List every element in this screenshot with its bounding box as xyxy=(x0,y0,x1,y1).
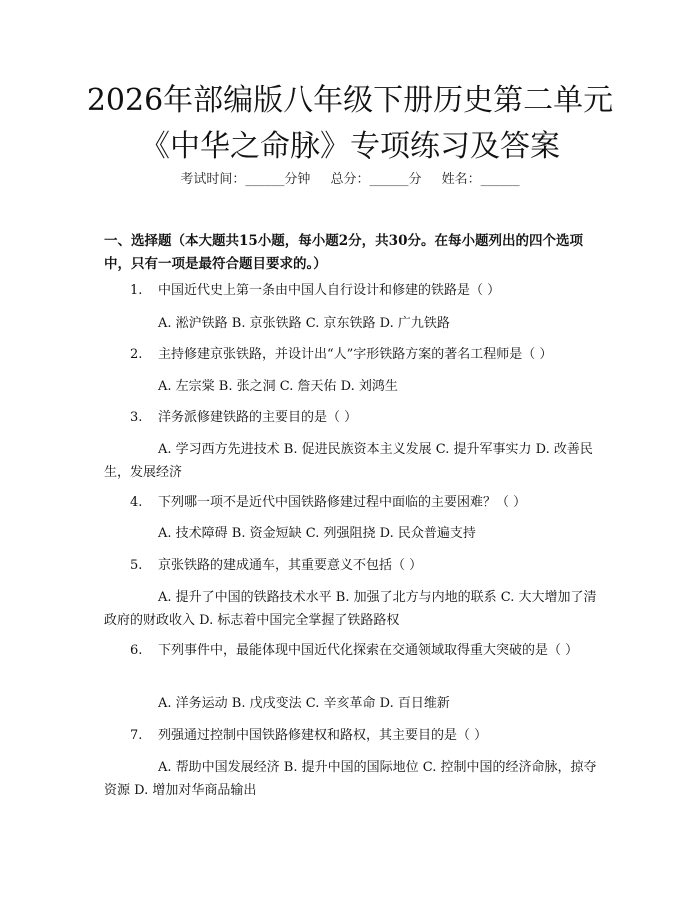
question-number: 2. xyxy=(130,347,143,362)
question-number: 7. xyxy=(130,728,143,743)
student-name: 姓名：______ xyxy=(441,172,520,187)
question-number: 1. xyxy=(130,283,143,298)
question-text: 下列事件中，最能体现中国近代化探索在交通领域取得重大突破的是（ ） xyxy=(158,643,579,658)
question-number: 5. xyxy=(130,558,143,573)
question-5 xyxy=(104,554,600,577)
question-2-options: A. 左宗棠 B. 张之洞 C. 詹天佑 D. 刘鸿生 xyxy=(158,379,398,394)
question-number: 4. xyxy=(130,495,143,510)
question-3-options: A. 学习西方先进技术 B. 促进民族资本主义发展 C. 提升军事实力 D. 改善民生，发展经济 xyxy=(104,442,593,480)
question-1-options: A. 淞沪铁路 B. 京张铁路 C. 京东铁路 D. 广九铁路 xyxy=(158,316,450,331)
page-title: 2026年部编版八年级下册历史第二单元《中华之命脉》专项练习及答案 xyxy=(86,83,614,164)
question-6 xyxy=(104,639,600,662)
question-text: 京张铁路的建成通车，其重要意义不包括（ ） xyxy=(158,558,423,573)
question-4 xyxy=(104,491,600,514)
question-2 xyxy=(104,343,600,366)
question-7-options: A. 帮助中国发展经济 B. 提升中国的国际地位 C. 控制中国的经济命脉，掠夺资源 D. 增加对华商品输出 xyxy=(104,760,597,798)
question-4-options: A. 技术障碍 B. 资金短缺 C. 列强阻挠 D. 民众普遍支持 xyxy=(158,526,476,541)
exam-time: 考试时间：______分钟 xyxy=(180,172,311,187)
exam-info xyxy=(0,168,700,187)
question-text: 主持修建京张铁路，并设计出“人”字形铁路方案的著名工程师是（ ） xyxy=(158,347,553,362)
question-number: 6. xyxy=(130,643,143,658)
question-6-options: A. 洋务运动 B. 戊戌变法 C. 辛亥革命 D. 百日维新 xyxy=(158,696,450,711)
question-3 xyxy=(104,406,600,429)
question-text: 下列哪一项不是近代中国铁路修建过程中面临的主要困难？（ ） xyxy=(158,495,527,510)
question-text: 中国近代史上第一条由中国人自行设计和修建的铁路是（ ） xyxy=(158,283,501,298)
total-score: 总分：______分 xyxy=(330,172,422,187)
question-number: 3. xyxy=(130,410,143,425)
question-7 xyxy=(104,724,600,747)
question-text: 列强通过控制中国铁路修建权和路权，其主要目的是（ ） xyxy=(158,728,488,743)
question-1 xyxy=(104,279,600,302)
question-5-options: A. 提升了中国的铁路技术水平 B. 加强了北方与内地的联系 C. 大大增加了清政府的财政收入 D. 标志着中国完全掌握了铁路路权 xyxy=(104,590,597,628)
question-text: 洋务派修建铁路的主要目的是（ ） xyxy=(158,410,358,425)
section-heading: 一、选择题（本大题共15小题，每小题2分，共30分。在每小题列出的四个选项中，只有一项是最符合题目要求的。） xyxy=(104,233,583,272)
